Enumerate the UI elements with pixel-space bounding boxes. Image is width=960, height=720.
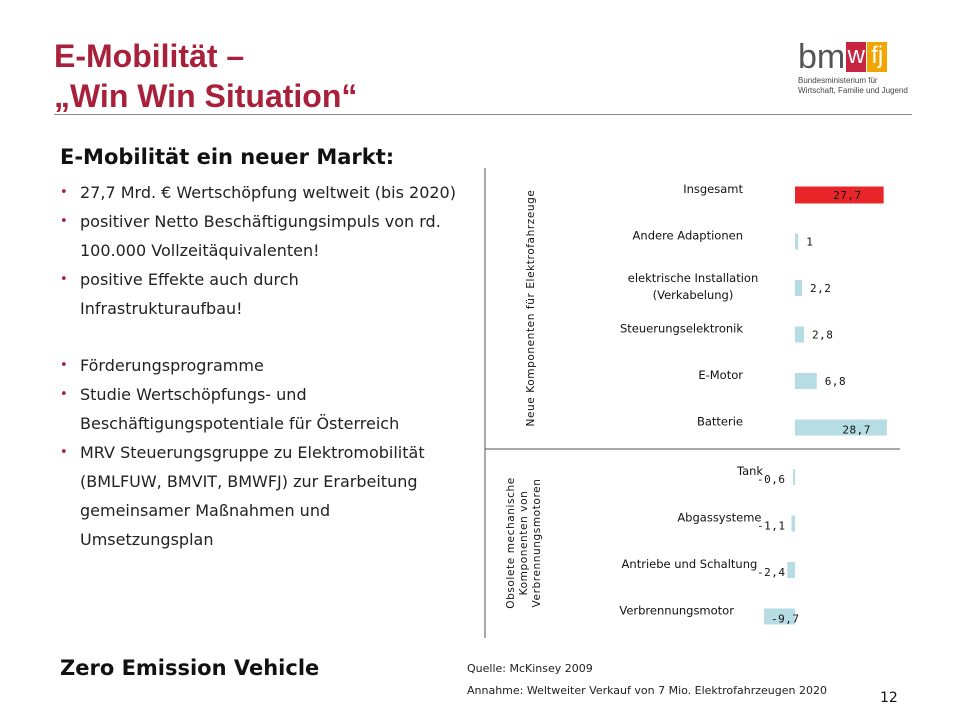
bullet-item: • positive Effekte auch durch Infrastrukturaufbau! — [60, 265, 460, 323]
category-label: Verbrennungsmotor — [619, 603, 734, 618]
value-label: -9,7 — [771, 612, 800, 626]
bullet-spacer — [60, 323, 460, 351]
bullet-item: • 27,7 Mrd. € Wertschöpfung weltweit (bis 2020) — [60, 178, 460, 207]
bar-8 — [787, 562, 795, 578]
logo-bm: bm — [798, 38, 846, 76]
bullet-item: • Studie Wertschöpfungs- und Beschäftigungspotentiale für Österreich — [60, 380, 460, 438]
value-label: -1,1 — [757, 519, 786, 533]
category-label: Andere Adaptionen — [632, 228, 743, 243]
assumption-line: Annahme: Weltweiter Verkauf von 7 Mio. Elektrofahrzeugen 2020 — [467, 684, 827, 697]
bullet-item: • Förderungsprogramme — [60, 351, 460, 380]
category-label: Abgassysteme — [677, 510, 762, 525]
value-label: -2,4 — [757, 566, 786, 579]
bar-7 — [791, 516, 795, 532]
slide-title — [54, 36, 357, 116]
value-label: 2,8 — [811, 328, 834, 342]
logo-ministry-name — [798, 76, 918, 96]
bullet-item: • positiver Netto Beschäftigungsimpuls von rd. 100.000 Vollzeitäquivalenten! — [60, 207, 460, 265]
bullet-list-measures — [60, 351, 460, 554]
title-line-1: E-Mobilität – — [54, 38, 245, 74]
value-label: 6,8 — [824, 375, 847, 388]
title-line-2: „Win Win Situation“ — [54, 78, 358, 114]
bar-5 — [795, 420, 887, 436]
value-label: -0,6 — [757, 473, 786, 486]
source-line: Quelle: McKinsey 2009 — [467, 662, 593, 675]
category-label: E-Motor — [698, 368, 743, 382]
section-subhead: E-Mobilität ein neuer Markt: — [60, 145, 395, 169]
bullet-item: • MRV Steuerungsgruppe zu Elektromobilität (BMLFUW, BMVIT, BMWFJ) zur Erarbeitung gemeinsamer Maßnahmen und Umsetzungsplan — [60, 438, 460, 554]
group-label-obsolete-components: Obsolete mechanischeKomponenten vonVerbrennungsmotoren — [505, 477, 543, 609]
title-divider — [54, 114, 912, 115]
value-label: 28,7 — [842, 423, 871, 437]
category-label: elektrische Installation (Verkabelung) — [627, 271, 759, 302]
zero-emission-heading: Zero Emission Vehicle — [60, 656, 320, 680]
category-label: Tank — [736, 464, 764, 478]
text-column — [60, 142, 460, 554]
category-label: Insgesamt — [683, 182, 743, 196]
group-label-new-components: Neue Komponenten für Elektrofahrzeuge — [525, 189, 537, 427]
bar-2 — [795, 280, 802, 296]
logo-text-line-2: Wirtschaft, Familie und Jugend — [798, 86, 908, 95]
page-number: 12 — [880, 690, 898, 706]
category-label: Steuerungselektronik — [619, 321, 743, 336]
category-label: Batterie — [696, 414, 743, 429]
value-label: 1 — [806, 235, 814, 249]
bullet-list-market — [60, 178, 460, 323]
logo-mark — [798, 38, 918, 76]
value-label: 27,7 — [833, 189, 862, 202]
value-chain-bar-chart — [480, 168, 900, 643]
bar-4 — [795, 373, 817, 389]
logo-text-line-1: Bundesministerium für — [798, 76, 878, 85]
bar-3 — [795, 327, 804, 343]
bmwfj-logo — [798, 40, 918, 102]
category-label: Antriebe und Schaltung — [621, 557, 758, 571]
logo-fj-box: fj — [867, 42, 887, 72]
logo-w-box: w — [846, 42, 866, 72]
value-label: 2,2 — [810, 282, 832, 295]
bar-6 — [793, 469, 795, 485]
bar-1 — [795, 234, 798, 250]
chart-source-note — [467, 658, 827, 702]
